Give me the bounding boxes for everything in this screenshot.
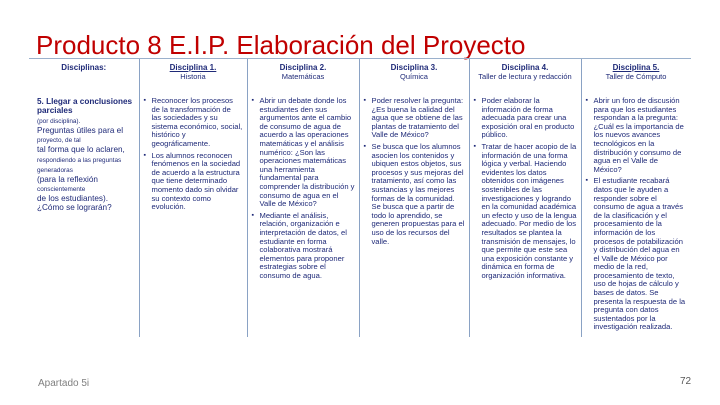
table-row	[29, 95, 691, 337]
cell-disciplina-4	[469, 95, 581, 337]
footer-section-label: Apartado 5i	[38, 378, 90, 389]
header-disciplina-2: Disciplina 2. Matemáticas	[247, 59, 359, 95]
list-item: ▪ Poder resolver la pregunta: ¿Es buena la calidad del agua que se obtiene de las plantas de tratamiento del Valle de México?	[372, 97, 465, 140]
cell-disciplina-1	[139, 95, 247, 337]
list-item: ▪ Abrir un foro de discusión para que los estudiantes respondan a la pregunta: ¿Cuál es la importancia de los nuevos avances tecnológicos en la distribución y consumo de agua en el Valle de México?	[594, 97, 687, 174]
row-label-cell	[29, 95, 139, 337]
header-disciplina-4: Disciplina 4. Taller de lectura y redacción	[469, 59, 581, 95]
header-disciplina-3: Disciplina 3. Química	[359, 59, 469, 95]
slide-title: Producto 8 E.I.P. Elaboración del Proyecto	[36, 30, 526, 60]
cell-disciplina-3	[359, 95, 469, 337]
list-item: ▪ Mediante el análisis, relación, organización e interpretación de datos, el estudiante en forma colaborativa mostrará elementos para proponer estrategias sobre el consumo de agua.	[260, 212, 355, 281]
embedded-document	[29, 58, 691, 359]
row-text: respondiendo a las preguntas	[37, 156, 122, 164]
table-header-row	[29, 59, 691, 95]
row-text: (para la reflexión	[37, 174, 98, 184]
row-text: Preguntas útiles para el	[37, 125, 124, 135]
header-disciplina-1: Disciplina 1. Historia	[139, 59, 247, 95]
row-text: (por disciplina).	[37, 117, 81, 125]
list-item: ▪ Se busca que los alumnos asocien los contenidos y ubiquen estos objetos, sus procesos y sus mejoras del tratamiento, así como las sustancias y las mejores formas de la comunidad. Se busca que a partir de todo lo aprendido, se generen propuestas para el uso de los recursos del valle.	[372, 143, 465, 246]
page-number: 72	[680, 376, 692, 387]
list-item: ▪ Reconocer los procesos de la transformación de las sociedades y su sistema económico, social, histórico y geográficamente.	[152, 97, 243, 149]
cell-disciplina-2	[247, 95, 359, 337]
list-item: ▪ Los alumnos reconocen fenómenos en la sociedad de acuerdo a la estructura que tiene determinado momento dado sin olvidar su contexto como evolución.	[152, 152, 243, 212]
list-item: ▪ Tratar de hacer acopio de la información de una forma lógica y verbal. Haciendo evidentes los datos obtenidos con imágenes sostenibles de las investigaciones y logrando en la comunidad académica un efecto y uso de la lengua adecuado. Por medio de los resultados se plantea la transmisión de mensajes, lo que permite que este sea una exposición constante y dinámica en forma de organización informativa.	[482, 143, 577, 281]
row-text: conscientemente	[37, 186, 86, 194]
row-heading: 5. Llegar a conclusiones parciales	[37, 97, 133, 116]
list-item: ▪ Poder elaborar la información de forma adecuada para crear una exposición oral en producto público.	[482, 97, 577, 140]
row-text: generadoras	[37, 166, 73, 174]
list-item: ▪ Abrir un debate donde los estudiantes den sus argumentos ante el cambio de consumo de agua de acuerdo a las operaciones matemáticas y el análisis numérico: ¿Son las operaciones matemáticas una herramienta fundamental para comprender la distribución y consumo de agua en el Valle de México?	[260, 97, 355, 209]
project-table	[29, 59, 691, 337]
header-disciplinas: Disciplinas:	[29, 59, 139, 95]
row-text: ¿Cómo se lograrán?	[37, 203, 112, 213]
list-item: ▪ El estudiante recabará datos que le ayuden a responder sobre el consumo de agua a través de la clasificación y el procesamiento de la información de los procesos de potabilización y distribución del agua en el Valle de México por medio de la red, procesamiento de texto, uso de hojas de cálculo y bases de datos. Se presenta la respuesta de la pregunta con datos sustentados por la investigación realizada.	[594, 177, 687, 332]
header-disciplina-5: Disciplina 5. Taller de Cómputo	[581, 59, 691, 95]
row-text: proyecto, de tal	[37, 137, 81, 145]
row-text: tal forma que lo aclaren,	[37, 145, 125, 155]
cell-disciplina-5	[581, 95, 691, 337]
row-text: de los estudiantes).	[37, 194, 109, 204]
